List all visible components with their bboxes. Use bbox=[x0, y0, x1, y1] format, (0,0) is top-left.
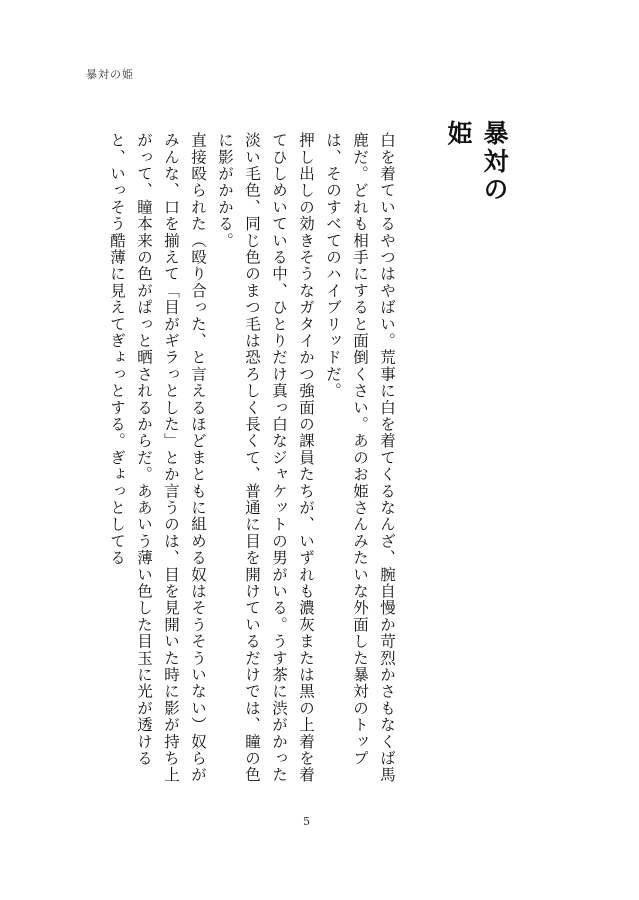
paragraph-1: 白を着ているやつはやばい。荒事に白を着てくるなんざ、腕自慢か苛烈かさもなくば馬鹿だ。どれも相手にすると面倒くさい。あのお姫さんみたいな外面した暴対のトップは、そのすべてのハイブリッドだ。 bbox=[324, 132, 396, 784]
running-header: 暴対の姫 bbox=[86, 68, 134, 81]
body-text bbox=[82, 132, 400, 784]
paragraph-3: 直接殴られた（殴り合った、と言えるほどまともに組める奴はそうそういない）奴らがみんな、口を揃えて「目がギラっとした」とか言うのは、目を見開いた時に影が持ち上がって、瞳本来の色がぱっと晒されるからだ。ああいう薄い色した目玉に光が透けると、いっそう酷薄に見えてぎょっとする。ぎょっとしてる bbox=[108, 132, 207, 784]
chapter-title: 暴対の姫 bbox=[444, 120, 509, 204]
page-number: 5 bbox=[303, 815, 310, 828]
paragraph-2: 押し出しの効きそうなガタイかつ強面の課員たちが、いずれも濃灰または黒の上着を着てひしめいている中、ひとりだけ真っ白なジャケットの男がいる。うす茶に渋がかった淡い毛色、同じ色のまつ毛は恐ろしく長くて、普通に目を開けているだけでは、瞳の色に影がかかる。 bbox=[216, 132, 315, 784]
